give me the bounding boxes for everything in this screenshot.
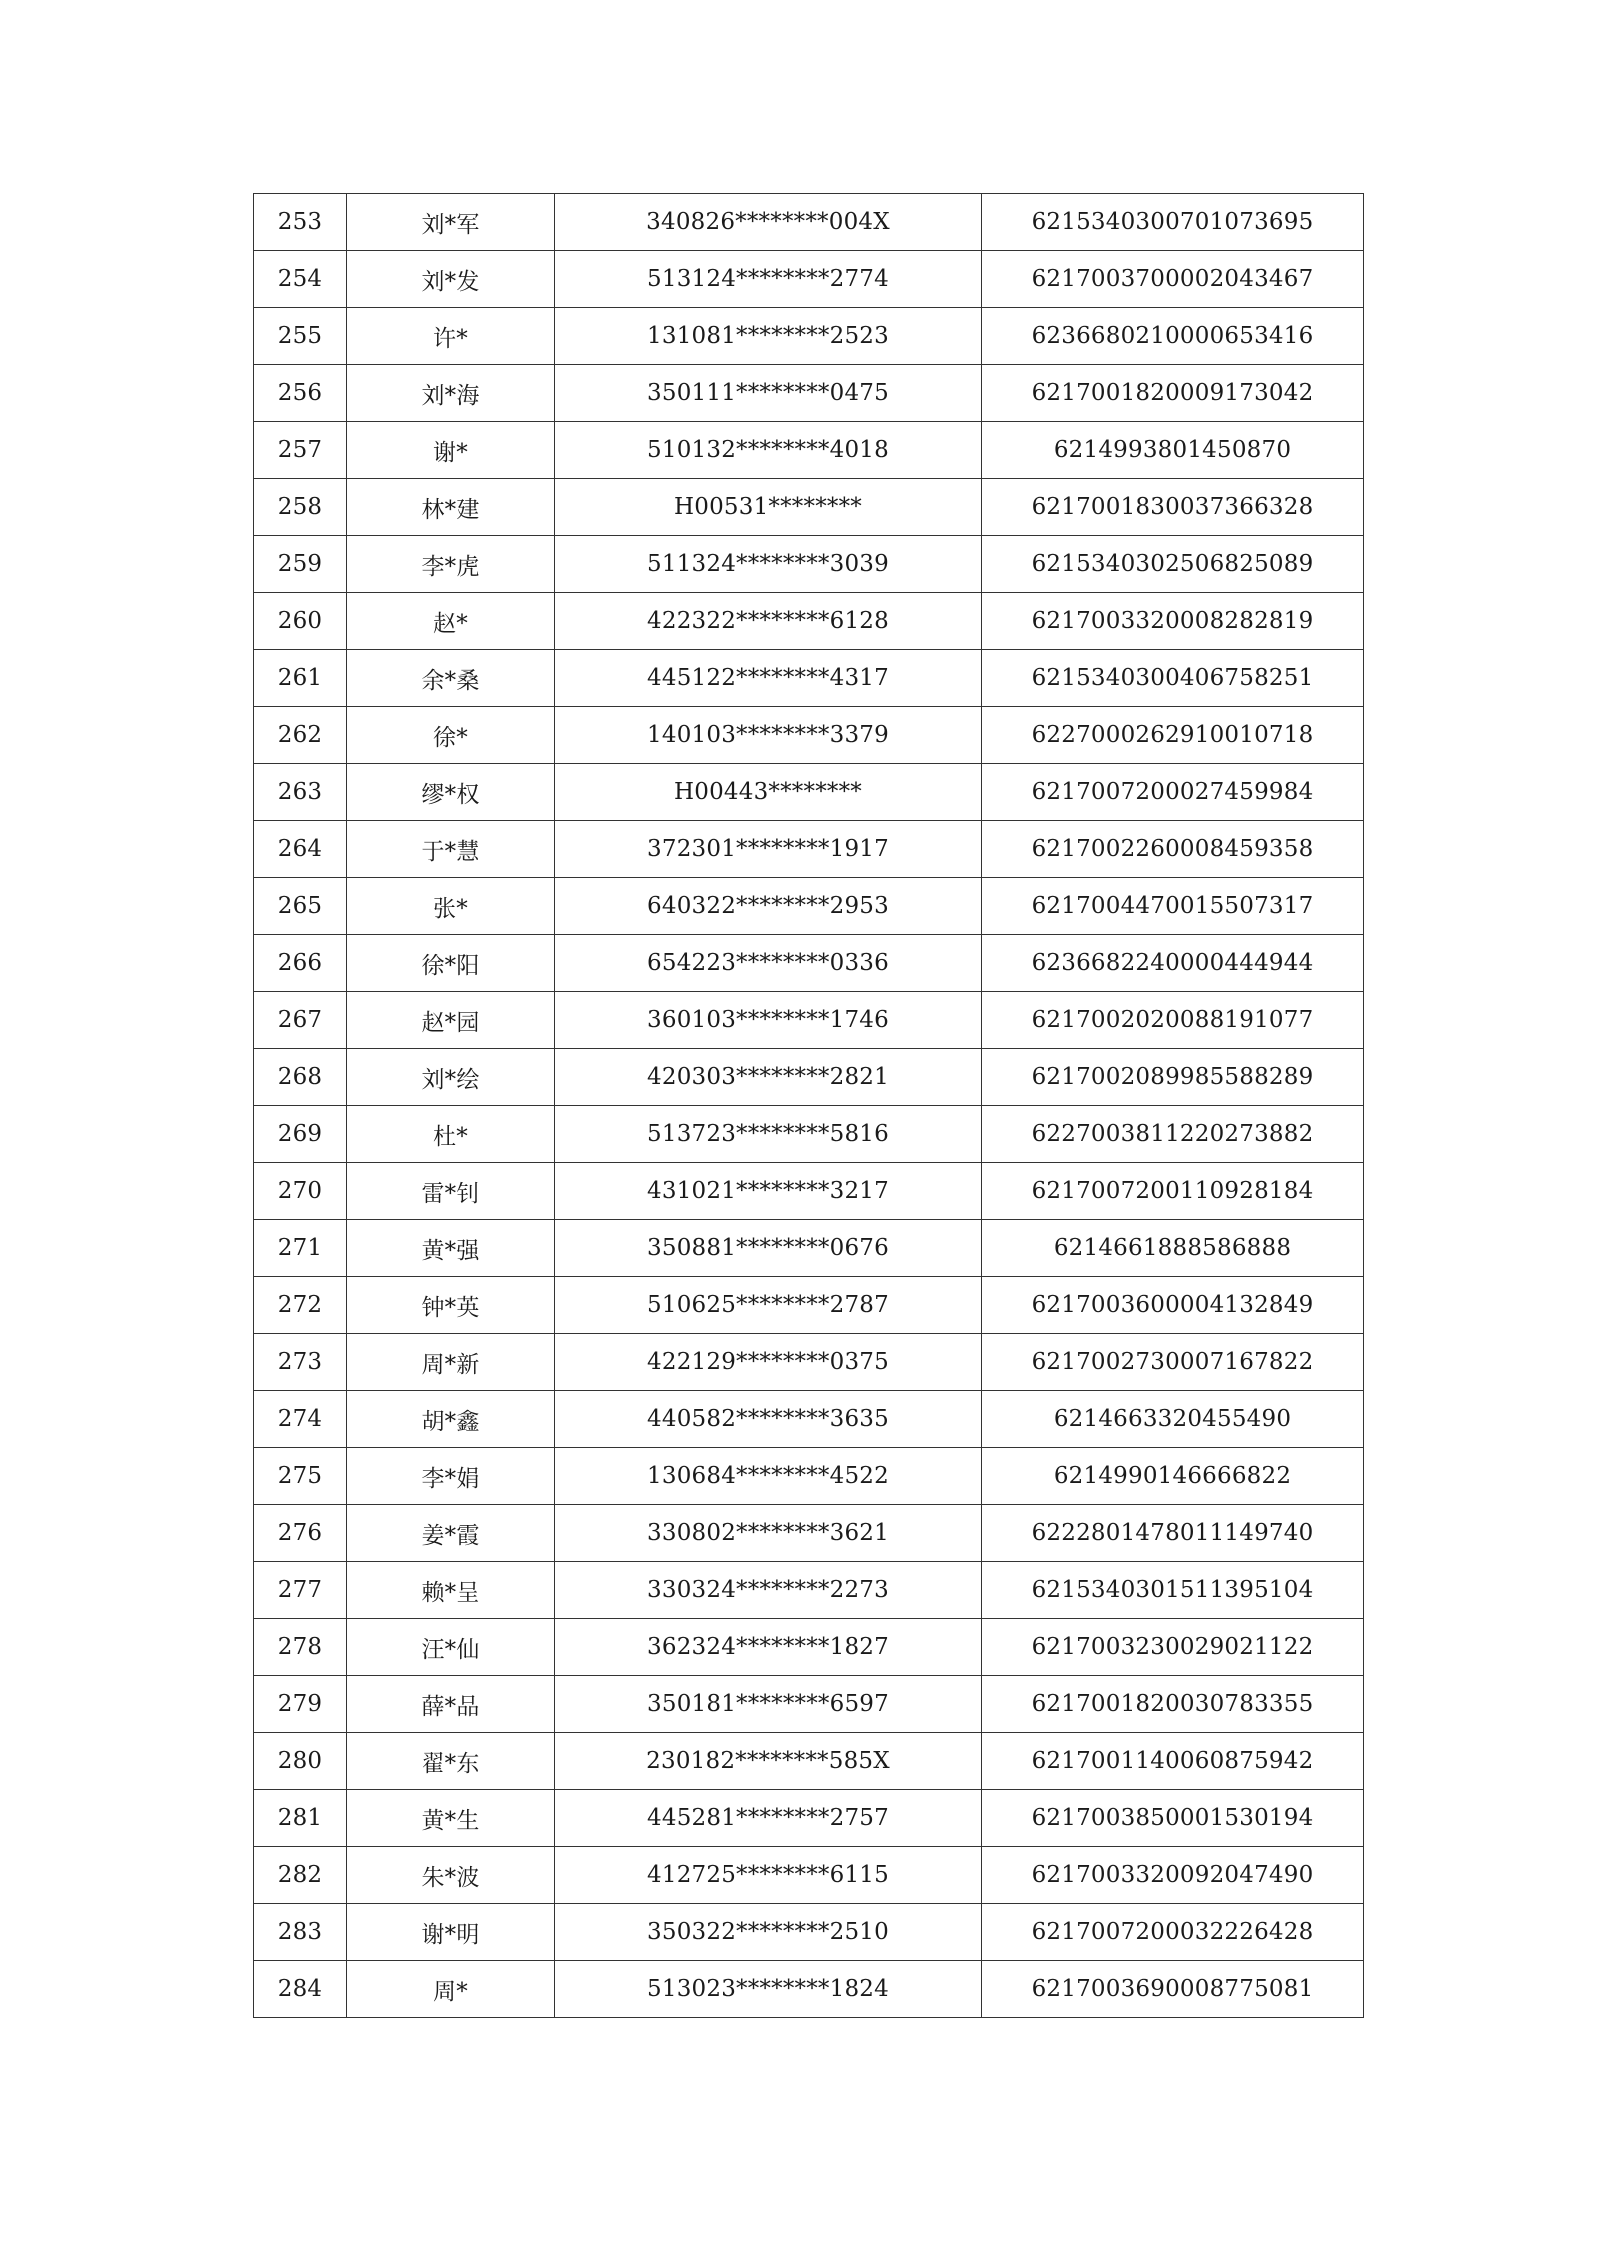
- table-row: [254, 251, 1364, 308]
- account-number: 6214661888586888: [982, 1220, 1364, 1277]
- id-number: 513723********5816: [555, 1106, 982, 1163]
- id-number: 362324********1827: [555, 1619, 982, 1676]
- table-row: [254, 536, 1364, 593]
- account-number: 6217003850001530194: [982, 1790, 1364, 1847]
- id-number: 431021********3217: [555, 1163, 982, 1220]
- person-name: 翟*东: [347, 1733, 555, 1790]
- row-number: 284: [254, 1961, 347, 2018]
- table-row: [254, 992, 1364, 1049]
- table-row: [254, 1619, 1364, 1676]
- person-name: 赵*园: [347, 992, 555, 1049]
- id-number: 654223********0336: [555, 935, 982, 992]
- row-number: 258: [254, 479, 347, 536]
- id-number: 350322********2510: [555, 1904, 982, 1961]
- table-row: [254, 1049, 1364, 1106]
- id-number: 420303********2821: [555, 1049, 982, 1106]
- row-number: 257: [254, 422, 347, 479]
- table-row: [254, 479, 1364, 536]
- table-row: [254, 1220, 1364, 1277]
- row-number: 256: [254, 365, 347, 422]
- id-number: 445122********4317: [555, 650, 982, 707]
- row-number: 277: [254, 1562, 347, 1619]
- table-row: [254, 1106, 1364, 1163]
- table-body: [254, 194, 1364, 2018]
- id-number: 372301********1917: [555, 821, 982, 878]
- id-number: 350881********0676: [555, 1220, 982, 1277]
- row-number: 260: [254, 593, 347, 650]
- table-row: [254, 821, 1364, 878]
- person-name: 徐*阳: [347, 935, 555, 992]
- account-number: 6214990146666822: [982, 1448, 1364, 1505]
- account-number: 6217002730007167822: [982, 1334, 1364, 1391]
- account-number: 6217001140060875942: [982, 1733, 1364, 1790]
- row-number: 254: [254, 251, 347, 308]
- table-row: [254, 365, 1364, 422]
- person-name: 许*: [347, 308, 555, 365]
- row-number: 275: [254, 1448, 347, 1505]
- table-row: [254, 422, 1364, 479]
- account-number: 6217003600004132849: [982, 1277, 1364, 1334]
- table-row: [254, 707, 1364, 764]
- id-number: 640322********2953: [555, 878, 982, 935]
- person-name: 缪*权: [347, 764, 555, 821]
- account-number: 6222801478011149740: [982, 1505, 1364, 1562]
- row-number: 281: [254, 1790, 347, 1847]
- person-name: 于*慧: [347, 821, 555, 878]
- id-number: 131081********2523: [555, 308, 982, 365]
- id-number: 422322********6128: [555, 593, 982, 650]
- account-number: 6215340300406758251: [982, 650, 1364, 707]
- table-row: [254, 764, 1364, 821]
- person-name: 刘*发: [347, 251, 555, 308]
- id-number: 440582********3635: [555, 1391, 982, 1448]
- table-row: [254, 308, 1364, 365]
- id-number: 445281********2757: [555, 1790, 982, 1847]
- row-number: 279: [254, 1676, 347, 1733]
- account-number: 6227000262910010718: [982, 707, 1364, 764]
- account-number: 6217007200032226428: [982, 1904, 1364, 1961]
- account-number: 6217002089985588289: [982, 1049, 1364, 1106]
- row-number: 283: [254, 1904, 347, 1961]
- person-name: 赵*: [347, 593, 555, 650]
- table-row: [254, 650, 1364, 707]
- id-number: 510625********2787: [555, 1277, 982, 1334]
- person-name: 徐*: [347, 707, 555, 764]
- account-number: 6217003230029021122: [982, 1619, 1364, 1676]
- account-number: 6214993801450870: [982, 422, 1364, 479]
- id-number: 140103********3379: [555, 707, 982, 764]
- id-number: 330324********2273: [555, 1562, 982, 1619]
- row-number: 270: [254, 1163, 347, 1220]
- person-name: 杜*: [347, 1106, 555, 1163]
- person-name: 周*新: [347, 1334, 555, 1391]
- id-number: 330802********3621: [555, 1505, 982, 1562]
- account-number: 6217002260008459358: [982, 821, 1364, 878]
- person-name: 朱*波: [347, 1847, 555, 1904]
- id-number: 513023********1824: [555, 1961, 982, 2018]
- table-row: [254, 878, 1364, 935]
- table-row: [254, 1676, 1364, 1733]
- id-number: 230182********585X: [555, 1733, 982, 1790]
- row-number: 253: [254, 194, 347, 251]
- row-number: 266: [254, 935, 347, 992]
- table-row: [254, 1163, 1364, 1220]
- person-name: 李*娟: [347, 1448, 555, 1505]
- person-name: 薛*品: [347, 1676, 555, 1733]
- row-number: 265: [254, 878, 347, 935]
- row-number: 273: [254, 1334, 347, 1391]
- account-number: 6214663320455490: [982, 1391, 1364, 1448]
- id-number: 340826********004X: [555, 194, 982, 251]
- table-row: [254, 194, 1364, 251]
- table-row: [254, 1277, 1364, 1334]
- account-number: 6217007200110928184: [982, 1163, 1364, 1220]
- person-name: 周*: [347, 1961, 555, 2018]
- row-number: 268: [254, 1049, 347, 1106]
- table-row: [254, 1733, 1364, 1790]
- row-number: 267: [254, 992, 347, 1049]
- row-number: 263: [254, 764, 347, 821]
- row-number: 271: [254, 1220, 347, 1277]
- person-name: 雷*钊: [347, 1163, 555, 1220]
- person-name: 谢*: [347, 422, 555, 479]
- account-number: 6215340301511395104: [982, 1562, 1364, 1619]
- table-row: [254, 1562, 1364, 1619]
- account-number: 6236680210000653416: [982, 308, 1364, 365]
- beneficiary-table: [253, 193, 1364, 2018]
- row-number: 259: [254, 536, 347, 593]
- account-number: 6227003811220273882: [982, 1106, 1364, 1163]
- account-number: 6217003320092047490: [982, 1847, 1364, 1904]
- person-name: 胡*鑫: [347, 1391, 555, 1448]
- account-number: 6217002020088191077: [982, 992, 1364, 1049]
- table-row: [254, 1904, 1364, 1961]
- row-number: 261: [254, 650, 347, 707]
- table-row: [254, 1448, 1364, 1505]
- table-row: [254, 1961, 1364, 2018]
- account-number: 6217001820030783355: [982, 1676, 1364, 1733]
- account-number: 6217003690008775081: [982, 1961, 1364, 2018]
- row-number: 255: [254, 308, 347, 365]
- account-number: 6236682240000444944: [982, 935, 1364, 992]
- person-name: 刘*绘: [347, 1049, 555, 1106]
- row-number: 264: [254, 821, 347, 878]
- table-row: [254, 1334, 1364, 1391]
- person-name: 汪*仙: [347, 1619, 555, 1676]
- row-number: 276: [254, 1505, 347, 1562]
- row-number: 274: [254, 1391, 347, 1448]
- person-name: 姜*霞: [347, 1505, 555, 1562]
- id-number: H00443********: [555, 764, 982, 821]
- id-number: 350111********0475: [555, 365, 982, 422]
- person-name: 李*虎: [347, 536, 555, 593]
- table-row: [254, 1790, 1364, 1847]
- account-number: 6217001820009173042: [982, 365, 1364, 422]
- person-name: 钟*英: [347, 1277, 555, 1334]
- person-name: 黄*生: [347, 1790, 555, 1847]
- table-row: [254, 1391, 1364, 1448]
- id-number: 510132********4018: [555, 422, 982, 479]
- account-number: 6217001830037366328: [982, 479, 1364, 536]
- person-name: 余*桑: [347, 650, 555, 707]
- row-number: 280: [254, 1733, 347, 1790]
- id-number: 130684********4522: [555, 1448, 982, 1505]
- table-row: [254, 593, 1364, 650]
- table-row: [254, 1505, 1364, 1562]
- person-name: 刘*军: [347, 194, 555, 251]
- person-name: 张*: [347, 878, 555, 935]
- row-number: 282: [254, 1847, 347, 1904]
- id-number: 513124********2774: [555, 251, 982, 308]
- table-row: [254, 935, 1364, 992]
- row-number: 262: [254, 707, 347, 764]
- id-number: 350181********6597: [555, 1676, 982, 1733]
- id-number: 360103********1746: [555, 992, 982, 1049]
- row-number: 269: [254, 1106, 347, 1163]
- id-number: 511324********3039: [555, 536, 982, 593]
- account-number: 6217007200027459984: [982, 764, 1364, 821]
- person-name: 赖*呈: [347, 1562, 555, 1619]
- row-number: 272: [254, 1277, 347, 1334]
- table-row: [254, 1847, 1364, 1904]
- id-number: 412725********6115: [555, 1847, 982, 1904]
- account-number: 6215340302506825089: [982, 536, 1364, 593]
- account-number: 6217003320008282819: [982, 593, 1364, 650]
- person-name: 刘*海: [347, 365, 555, 422]
- account-number: 6217003700002043467: [982, 251, 1364, 308]
- id-number: H00531********: [555, 479, 982, 536]
- person-name: 林*建: [347, 479, 555, 536]
- id-number: 422129********0375: [555, 1334, 982, 1391]
- person-name: 谢*明: [347, 1904, 555, 1961]
- row-number: 278: [254, 1619, 347, 1676]
- account-number: 6217004470015507317: [982, 878, 1364, 935]
- person-name: 黄*强: [347, 1220, 555, 1277]
- account-number: 6215340300701073695: [982, 194, 1364, 251]
